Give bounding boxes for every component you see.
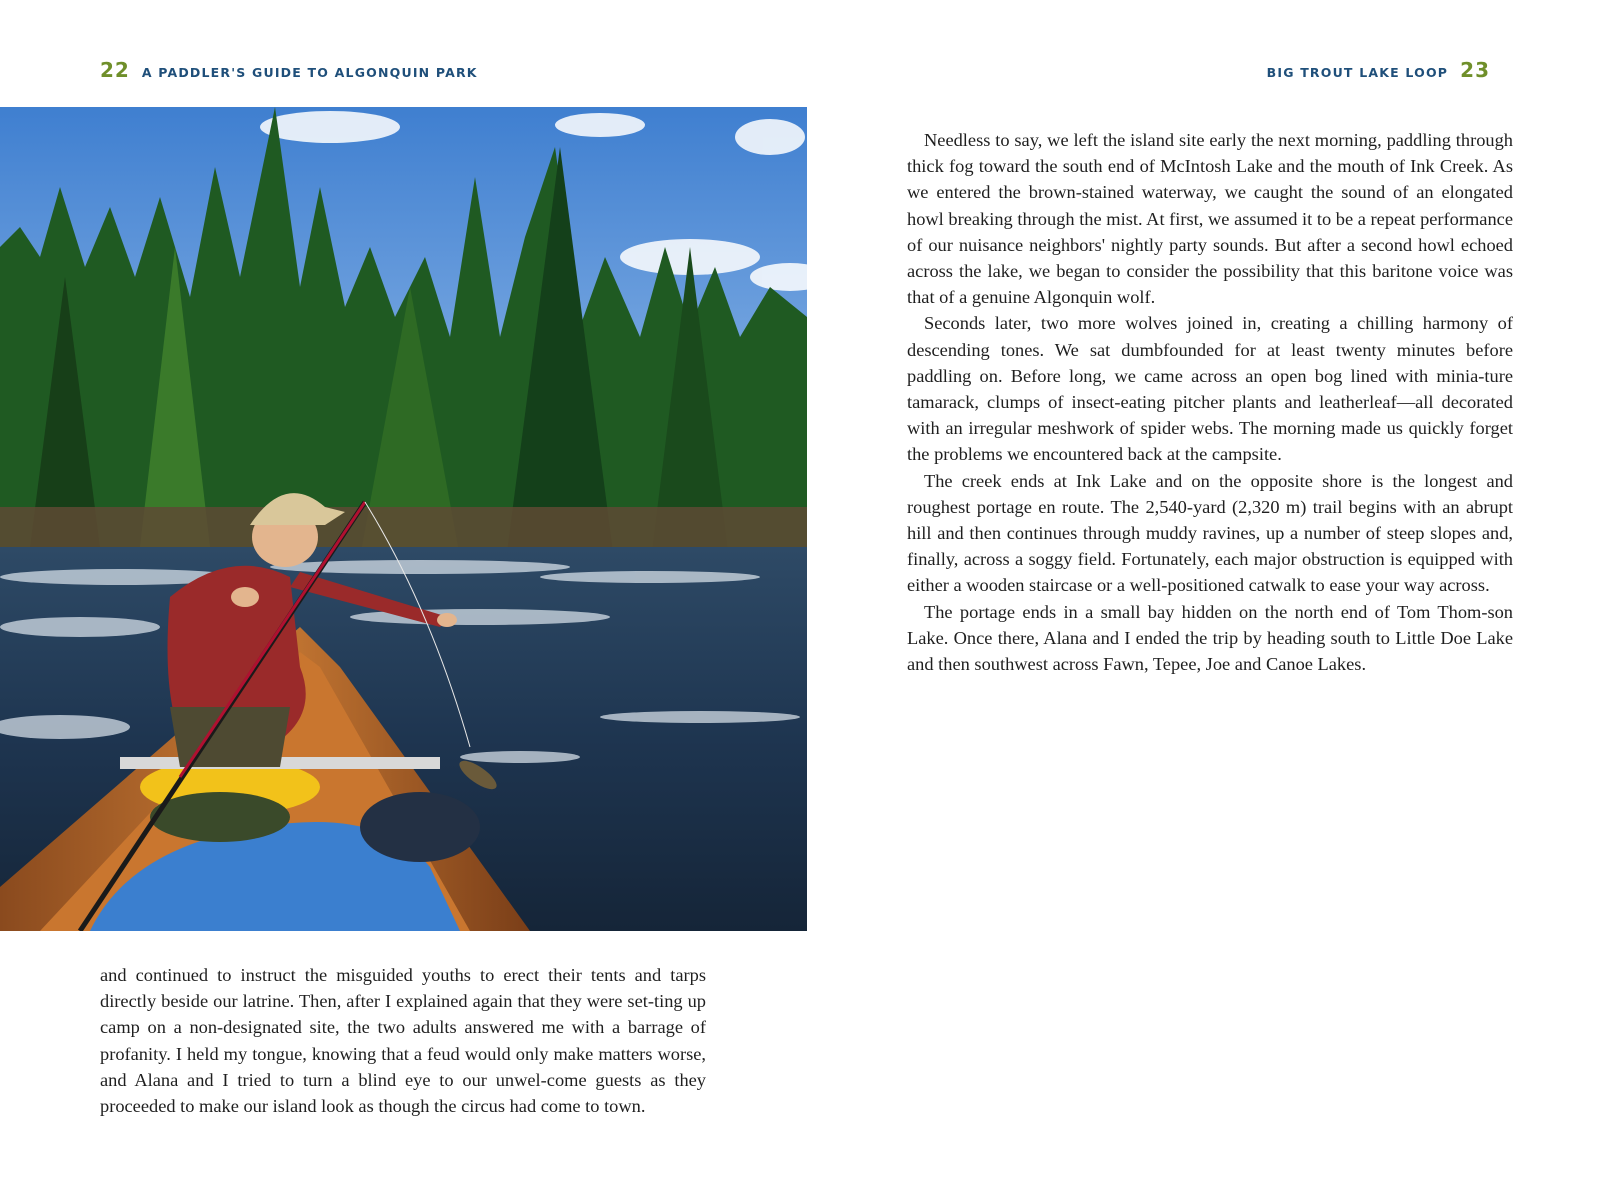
left-paragraph-1: and continued to instruct the misguided youths to erect their tents and tarps directly beside our latrine. Then, after I explained again that they were set-ting up camp on a non-designated site, the two adults answered me with a barrage of profanity. I held my tongue, knowing that a feud would only make matters worse, and Alana and I tried to turn a blind eye to our unwel-come guests as they proceeded to make our island look as though the circus had come to town.	[100, 965, 706, 1117]
right-page-text	[907, 127, 1513, 677]
river-scene-illustration	[0, 107, 807, 931]
left-page-text	[100, 962, 706, 1119]
left-running-head	[100, 58, 478, 82]
left-running-title: A PADDLER'S GUIDE TO ALGONQUIN PARK	[141, 65, 478, 80]
dry-bag	[360, 792, 480, 862]
angler-photo	[0, 107, 807, 931]
right-page-number: 23	[1460, 58, 1490, 82]
green-bag	[150, 792, 290, 842]
left-page-number: 22	[100, 58, 130, 82]
right-paragraph-2: Seconds later, two more wolves joined in, creating a chilling harmony of descending tones. We sat dumbfounded for at least twenty minutes before paddling on. Before long, we came across an open bog lined with minia-ture tamarack, clumps of insect-eating pitcher plants and leatherleaf—all decorated with an irregular meshwork of spider webs. The morning made us quickly forget the problems we encountered back at the campsite.	[907, 313, 1513, 465]
right-paragraph-1: Needless to say, we left the island site early the next morning, paddling through thick fog toward the south end of McIntosh Lake and the mouth of Ink Creek. As we entered the brown-stained waterway, we caught the sound of an elongated howl breaking through the mist. At first, we assumed it to be a repeat performance of our nuisance neighbors' nightly party sounds. But after a second howl echoed across the lake, we began to consider the possibility that this baritone voice was that of a genuine Algonquin wolf.	[907, 130, 1513, 308]
right-paragraph-3: The creek ends at Ink Lake and on the opposite shore is the longest and roughest portage en route. The 2,540-yard (2,320 m) trail begins with an abrupt hill and then continues through muddy ravines, up a number of steep slopes and, finally, across a soggy field. Fortunately, each major obstruction is equipped with either a wooden staircase or a well-positioned catwalk to ease your way across.	[907, 470, 1513, 596]
right-paragraph-4: The portage ends in a small bay hidden on the north end of Tom Thom-son Lake. Once there, Alana and I ended the trip by heading south to Little Doe Lake and then southwest across Fawn, Tepee, Joe and Canoe Lakes.	[907, 601, 1513, 675]
right-running-head	[1267, 58, 1490, 82]
right-running-title: BIG TROUT LAKE LOOP	[1266, 65, 1449, 80]
